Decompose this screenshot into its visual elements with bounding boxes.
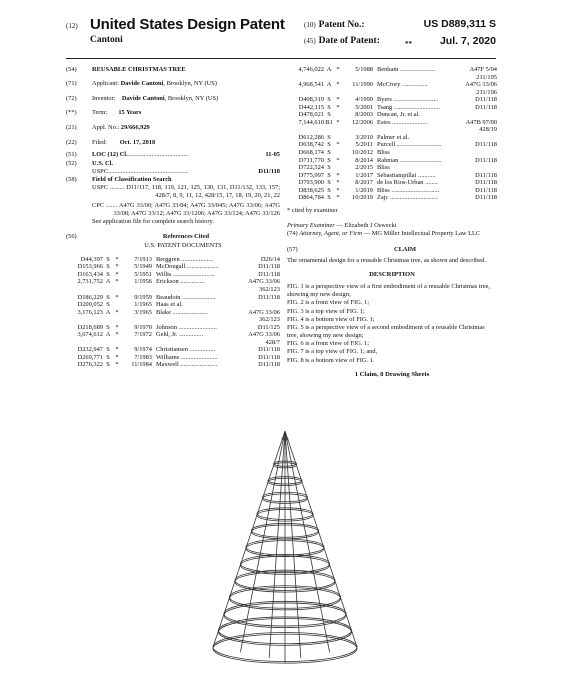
patent-date: Jul. 7, 2020 (439, 35, 496, 47)
search-history-note: See application file for complete search history. (92, 218, 214, 226)
attorney-name: — MG Miller Intellectual Property Law LLC (362, 230, 481, 238)
reference-row: D200,052 S 1/1965 Haas et al. (77, 301, 183, 309)
reference-row: D44,397 S * 7/1913 Berggren .................... D26/14 (80, 255, 280, 263)
field-us-cl: (52) U.S. Cl. USPC .................................................. D11/118 (66, 159, 280, 175)
claims-drawings-summary: 1 Claim, 8 Drawing Sheets (354, 370, 430, 378)
us-patent-documents-title: U.S. PATENT DOCUMENTS (144, 242, 222, 249)
examiner-name: — Elizabeth J Oswecki (334, 221, 397, 229)
cpc-search-classes: CPC ....... A47G 33/00; A47G 33/04; A47G 33/045; A47G 33/06; A47G 33/08; A47G 33/12; A47G 33/1206; A47G 33/124; A47G 33/126 (92, 201, 280, 217)
figure-description: FIG. 8 is a bottom view of FIG. 1. (287, 356, 375, 364)
reference-row: D638,742 S * 5/2011 Purcell ............................ D11/118 (298, 141, 497, 149)
field-loc: (51) LOC (12) Cl. ...................................... 11-05 (66, 150, 280, 158)
reference-continuation: 211/196 (476, 88, 497, 96)
tree-rib (269, 431, 285, 658)
field-applicant: (71) Applicant: Davide Cantoni, Brooklyn, NY (US) (66, 79, 217, 87)
patent-type-title: United States Design Patent (90, 16, 285, 33)
primary-examiner: Primary Examiner — Elizabeth J Oswecki (287, 221, 397, 229)
field-search: (58) Field of Classification Search USPC ......... D11/117, 118, 119, 121, 125, 130, 131, D11/132, 133, 157; 428/7, 8, 9, 11, 12, 428/15, 17, 18, 19, 20, 21, 22 (66, 176, 280, 199)
loc-class: 11-05 (265, 150, 280, 158)
figure-description: FIG. 5 is a perspective view of a second embodiment of a reusable Christmas tree, showing my new design; (287, 323, 485, 340)
field-inventor: (72) Inventor: Davide Cantoni, Brooklyn, NY (US) (66, 94, 219, 102)
references-title: References Cited (162, 233, 210, 241)
reference-row: 4,968,541 A * 11/1990 McCrory ................ A47G 33/06 (298, 81, 497, 89)
tree-rib (285, 431, 301, 658)
reference-row: D838,625 S * 1/2019 Bliss .............................. D11/118 (298, 186, 497, 194)
reference-list-right (287, 66, 497, 202)
header-code-45: (45) (304, 37, 316, 45)
reference-row: D186,229 S * 9/1959 Beaudoin ..................... D11/118 (77, 293, 280, 301)
reference-row: D232,947 S * 9/1974 Christiansen ................ D11/118 (77, 346, 280, 354)
reference-row: 3,674,612 A * 7/1972 Gehl, Jr. ............... A47G 33/06 (77, 331, 280, 339)
reference-row: D668,174 S 10/2012 Bliss (298, 149, 390, 157)
left-column (66, 66, 280, 369)
reference-continuation: 362/123 (259, 316, 280, 324)
description-title: DESCRIPTION (369, 270, 415, 278)
reference-row: D218,689 S * 9/1970 Johnson ........................ D11/125 (77, 323, 280, 331)
design-title: REUSABLE CHRISTMAS TREE (92, 66, 186, 73)
reference-row: 4,746,022 A * 5/1988 Benham ...................... A47F 5/04 (298, 66, 497, 73)
reference-row: D153,966 S * 5/1949 McDougall .................... D11/118 (77, 263, 280, 271)
reference-row: D269,771 S * 7/1983 Williams ....................... D11/118 (77, 353, 280, 361)
christmas-tree-drawing (210, 425, 360, 670)
claim-title: CLAIM (393, 246, 416, 254)
figure-description: FIG. 4 is a bottom view of FIG. 1; (287, 315, 375, 323)
attorney-agent: (74) Attorney, Agent, or Firm — MG Miller Intellectual Property Law LLC (287, 230, 481, 238)
field-title: (54) REUSABLE CHRISTMAS TREE (66, 66, 280, 74)
claim-heading-row: (57) CLAIM (287, 246, 497, 254)
reference-row: D478,021 S 8/2003 Duncan, Jr. et al. (298, 111, 420, 119)
reference-continuation: 211/195 (476, 73, 497, 81)
reference-row: D775,997 S * 1/2017 Sebastiampillai ........... D11/118 (298, 171, 497, 179)
us-class: D11/118 (258, 167, 280, 175)
figure-description: FIG. 6 is a front view of FIG. 1; (287, 340, 370, 348)
application-number: 29/666,929 (120, 124, 150, 132)
field-appl-no: (21) Appl. No.: 29/666,929 (66, 124, 150, 132)
patent-date-label: Date of Patent: (318, 36, 380, 46)
right-column (287, 66, 497, 383)
reference-row: 3,176,123 A * 3/1965 Blake ...................... A47G 33/06 (77, 308, 280, 316)
filing-date: Oct. 17, 2018 (119, 139, 156, 147)
figure-description: FIG. 7 is a top view of FIG. 1; and, (287, 348, 378, 356)
reference-continuation: 428/19 (479, 126, 497, 134)
inventor-name: Davide Cantoni (121, 94, 165, 102)
applicant-name: Davide Cantoni (120, 79, 164, 87)
field-filed: (22) Filed: Oct. 17, 2018 (66, 139, 156, 147)
header-divider (66, 58, 496, 59)
figure-description: FIG. 1 is a perspective view of a first embodiment of a reusable Christmas tree, showing my new design; (287, 282, 491, 299)
patent-header (66, 16, 496, 54)
reference-row: D711,770 S * 8/2014 Rahman .......................... D11/118 (298, 156, 497, 164)
references-heading-row: (56) References Cited (66, 233, 280, 241)
figure-descriptions (287, 283, 497, 365)
claim-text: The ornamental design for a reusable Christmas tree, as shown and described. (287, 257, 486, 265)
cited-by-examiner-note: * cited by examiner (287, 206, 338, 214)
patent-number: US D889,311 S (423, 18, 496, 30)
reference-row: 2,731,752 A * 1/1956 Erickson ............... A47G 33/06 (77, 278, 280, 286)
term-extension-stars: ** (405, 40, 412, 48)
reference-list-left (66, 256, 280, 369)
reference-row: D442,115 S * 5/2001 Tsang ............................. D11/118 (298, 103, 497, 111)
figure-description: FIG. 2 is a front view of FIG. 1; (287, 299, 370, 307)
patent-date-row (304, 36, 380, 48)
reference-row: D408,319 S * 4/1999 Byers ............................ D11/118 (298, 96, 497, 104)
header-code-12: (12) (66, 22, 78, 30)
reference-row: D864,784 S * 10/2019 Zajc .............................. D11/118 (298, 194, 497, 202)
reference-row: D722,524 S 2/2015 Bliss (298, 164, 390, 172)
reference-row: D163,434 S * 5/1951 Willis .......................... D11/118 (77, 270, 280, 278)
uspc-search-classes: USPC ......... D11/117, 118, 119, 121, 125, 130, 131, D11/132, 133, 157; 428/7, 8, 9, 11, 12, 428/15, 17, 18, 19, 20, 21, 22 (92, 184, 280, 199)
figure-description: FIG. 3 is a top view of FIG. 1; (287, 307, 365, 315)
reference-continuation: 362/123 (259, 286, 280, 293)
reference-continuation: 428/7 (265, 338, 280, 346)
field-term: (**) Term: 15 Years (66, 109, 142, 117)
term-value: 15 Years (118, 109, 142, 117)
patent-number-label: Patent No.: (318, 20, 365, 30)
patent-number-row (304, 20, 365, 32)
reference-row: D276,322 S * 11/1984 Maxwell ....................... D11/118 (77, 361, 280, 369)
reference-row: D612,286 S 3/2010 Palmer et al. (298, 133, 410, 141)
header-inventor: Cantoni (90, 35, 123, 45)
reference-row: 7,144,610 B1 * 12/2006 Estes ...................... A47B 97/00 (298, 118, 497, 126)
reference-row: D793,900 S * 8/2017 de los Rios-Urban ........ D11/118 (298, 179, 497, 187)
header-code-10: (10) (304, 21, 316, 29)
